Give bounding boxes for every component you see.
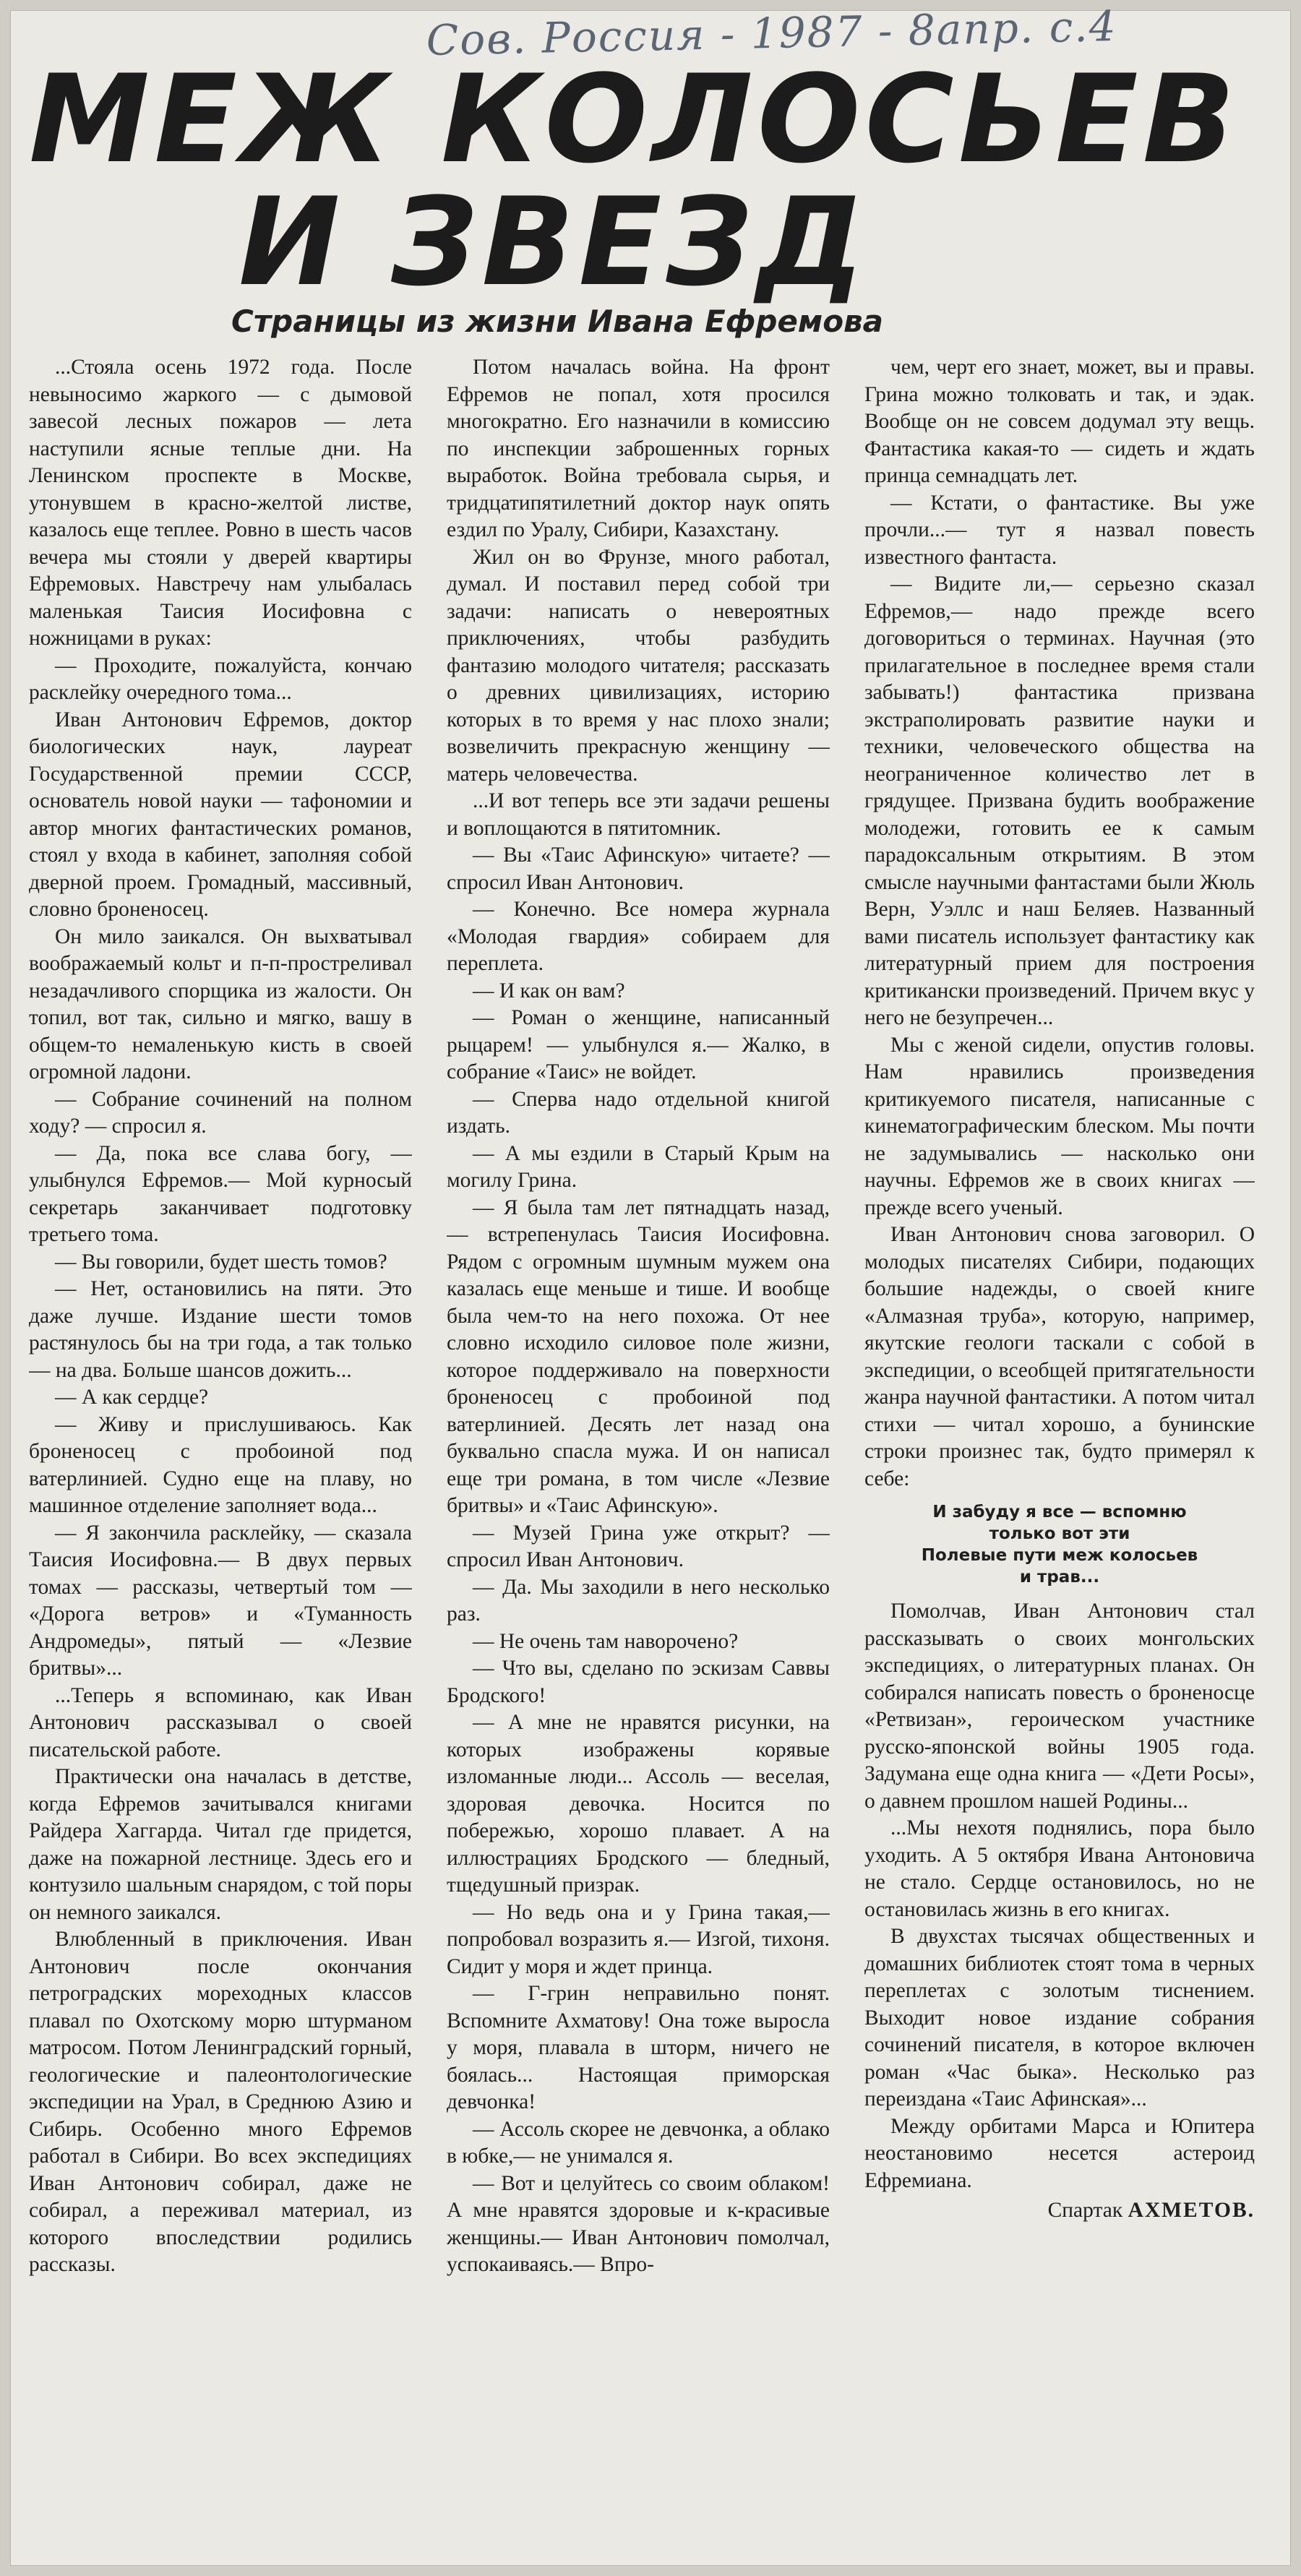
paragraph: — Кстати, о фантастике. Вы уже прочли...— тут я назвал повесть известного фантаста. [864,491,1255,569]
paragraph: — Что вы, сделано по эскизам Саввы Бродского! [447,1657,830,1707]
paragraph: Иван Антонович Ефремов, доктор биологических наук, лауреат Государственной премии СССР, основатель новой науки — тафономии и автор многих фантастических романов, стоял у входа в кабинет, заполняя собой дверной проем. Громадный, массивный, словно броненосец. [29,708,412,921]
paragraph: — Я закончила расклейку, — сказала Таисия Иосифовна.— В двух первых томах — рассказы, четвертый том — «Дорога ветров» и «Туманность Андромеды», пятый — «Лезвие бритвы»... [29,1521,412,1680]
paragraph: — И как он вам? [473,979,625,1003]
paragraph: — Проходите, пожалуйста, кончаю расклейку очередного тома... [29,653,412,704]
paragraph: — Сперва надо отдельной книгой издать. [447,1087,830,1138]
paragraph: — Музей Грина уже открыт? — спросил Иван Антонович. [447,1521,830,1571]
paragraph: — Г-грин неправильно понят. Вспомните Ахматову! Она тоже выросла у моря, плавала в шторм, ничего не боялась... Настоящая приморская девчонка! [447,1982,830,2113]
paragraph: ...Стояла осень 1972 года. После невыносимо жаркого — с дымовой завесой лесных пожаров — лета наступили ясные теплые дни. На Ленинском проспекте в Москве, утонувшем в красно-желтой листве, казалось еще теплее. Ровно в шесть часов вечера мы стояли у дверей квартиры Ефремовых. Навстречу нам улыбалась маленькая Таисия Иосифовна с ножницами в руках: [29,356,412,650]
paragraph: — Конечно. Все номера журнала «Молодая гвардия» собираем для переплета. [447,898,830,975]
paragraph: — Вы говорили, будет шесть томов? [55,1250,387,1274]
paragraph: Влюбленный в приключения. Иван Антонович после окончания петроградских мореходных классов плавал по Охотскому морю штурманом матросом. Потом Ленинградский горный, геологические и палеонтологические экспедиции на Урал, в Среднюю Азию и Сибирь. Особенно много Ефремов работал в Сибири. Во всех экспедициях Иван Антонович собирал, даже не собирал, а переживал материал, из которого впоследствии родились рассказы. [29,1928,412,2276]
paragraph: — Да, пока все слава богу, — улыбнулся Ефремов.— Мой курносый секретарь заканчивает подготовку третьего тома. [29,1141,412,1246]
paragraph: Мы с женой сидели, опустив головы. Нам нравились произведения критикуемого писателя, написанные с кинематографическим блеском. Мы почти не задумывались — насколько они научны. Ефремов же в своих книгах — прежде всего ученый. [864,1033,1255,1219]
paragraph: — А как сердце? [55,1386,209,1409]
paragraph: — Вот и целуйтесь со своим облаком! А мне нравятся здоровые и к-красивые женщины.— Иван Антонович помолчал, успокаиваясь.— Впро- [447,2171,830,2276]
article-column-3 [864,354,1255,2515]
paragraph: Потом началась война. На фронт Ефремов не попал, хотя просился многократно. Его назначили в комиссию по инспекции заброшенных горных выработок. Война требовала сырья, и тридцатипятилетний доктор наук опять ездил по Уралу, Сибири, Казахстану. [447,356,830,541]
poem-line: Полевые пути меж колосьев [921,1546,1198,1565]
headline-line-2: И ЗВЕЗД [239,171,870,313]
article-column-2 [447,354,830,2515]
paragraph: — Собрание сочинений на полном ходу? — спросил я. [29,1087,412,1138]
paragraph: Между орбитами Марса и Юпитера неостановимо несется астероид Ефремиана. [864,2114,1255,2192]
paragraph: Жил он во Фрунзе, много работал, думал. И поставил перед собой три задачи: написать о невероятных приключениях, чтобы разбудить фантазию молодого читателя; рассказать о древних цивилизациях, историю которых в то время у нас плохо знали; возвеличить прекрасную женщину — матерь человечества. [447,545,830,786]
paragraph: — А мне не нравятся рисунки, на которых изображены корявые изломанные люди... Ассоль — веселая, здоровая девочка. Носится по побережью, хорошо плавает. А на иллюстрациях Бродского — бледный, тщедушный призрак. [447,1711,830,1897]
paragraph: Практически она началась в детстве, когда Ефремов зачитывался книгами Райдера Хаггарда. Читал где придется, даже на пожарной лестнице. Здесь его и контузило шальным снарядом, с той поры он немного заикался. [29,1765,412,1924]
paragraph: — Живу и прислушиваюсь. Как броненосец с пробоиной под ватерлинией. Судно еще на плаву, но машинное отделение заполняет вода... [29,1412,412,1517]
poem-line: только вот эти [989,1524,1130,1543]
paragraph: — Да. Мы заходили в него несколько раз. [447,1575,830,1626]
paragraph: — Ассоль скорее не девчонка, а облако в юбке,— не унимался я. [447,2117,830,2168]
poem-line: И забуду я все — вспомню [932,1503,1187,1521]
paragraph: — Но ведь она и у Грина такая,— попробовал возразить я.— Изгой, тихоня. Сидит у моря и ждет принца. [447,1900,830,1978]
paragraph: Иван Антонович снова заговорил. О молодых писателях Сибири, подающих большие надежды, о своей книге «Алмазная труба», которую, например, якутские геологи таскали с собой в экспедиции, о всеобщей притягательности жанра научной фантастики. А потом читал стихи — читал хорошо, а бунинские строки произнес так, будто примерял к себе: [864,1223,1255,1490]
article-subtitle: Страницы из жизни Ивана Ефремова [231,304,883,339]
paragraph: — А мы ездили в Старый Крым на могилу Грина. [447,1141,830,1192]
handwritten-source-note: Сов. Россия - 1987 - 8апр. с.4 [426,1,1118,65]
paragraph: — Роман о женщине, написанный рыцарем! — улыбнулся я.— Жалко, в собрание «Таис» не войдет. [447,1006,830,1083]
paragraph: — Вы «Таис Афинскую» читаете? — спросил Иван Антонович. [447,843,830,894]
headline-line-1: МЕЖ КОЛОСЬЕВ [29,48,1240,190]
article-column-1 [29,354,412,2515]
author-last-name: АХМЕТОВ. [1128,2199,1255,2222]
author-first-name: Спартак [1047,2199,1123,2222]
author-signature [864,2197,1255,2225]
paragraph: — Видите ли,— серьезно сказал Ефремов,— надо прежде всего договориться о терминах. Научная (это прилагательное в последнее время стали забывать!) фантастика призвана экстраполировать развитие науки и техники, человеческого общества на неограниченное количество лет в грядущее. Призвана будить воображение молодежи, готовить ее к самым парадоксальным открытиям. В этом смысле научными фантастами были Жюль Верн, Уэллс и наш Беляев. Названный вами писатель использует фантастику как литературный прием для построения критикански произведений. Причем вкус у него не безупречен... [864,572,1255,1029]
bunin-poem-quote [864,1501,1255,1588]
paragraph: ...Теперь я вспоминаю, как Иван Антонович рассказывал о своей писательской работе. [29,1683,412,1761]
paragraph: В двухстах тысячах общественных и домашних библиотек стоят тома в черных переплетах с золотым тиснением. Выходит новое издание собрания сочинений писателя, в которое включен роман «Час быка». Несколько раз переиздана «Таис Афинская»... [864,1925,1255,2111]
paragraph: Он мило заикался. Он выхватывал воображаемый кольт и п-п-простреливал незадачливого спорщика из жалости. Он топил, вот так, сильно и мягко, вашу в общем-то немаленькую кисть в своей огромной ладони. [29,924,412,1083]
paragraph: ...Мы нехотя поднялись, пора было уходить. А 5 октября Ивана Антоновича не стало. Сердце остановилось, но не остановилась жизнь в его книгах. [864,1816,1255,1921]
paragraph: ...И вот теперь все эти задачи решены и воплощаются в пятитомник. [447,789,830,840]
paragraph: чем, черт его знает, может, вы и правы. Грина можно толковать и так, и эдак. Вообще он не совсем додумал эту вещь. Фантастика какая-то — сидеть и ждать принца семнадцать лет. [864,356,1255,487]
paragraph: — Нет, остановились на пяти. Это даже лучше. Издание шести томов растянулось бы на три года, а так только — на два. Больше шансов дожить... [29,1277,412,1382]
paragraph: Помолчав, Иван Антонович стал рассказывать о своих монгольских экспедициях, о литературных планах. Он собирался написать повесть о броненосце «Ретвизан», героическом участнике русско-японской войны 1905 года. Задумана еще одна книга — «Дети Росы», о давнем прошлом нашей Родины... [864,1600,1255,1813]
poem-line: и трав... [1019,1568,1100,1587]
paragraph: — Не очень там навороченo? [473,1629,739,1653]
paragraph: — Я была там лет пятнадцать назад, — встрепенулась Таисия Иосифовна. Рядом с огромным шумным мужем она казалась еще меньше и тише. И вообще была чем-то на него похожа. От нее словно исходило силовое поле жизни, которое поддерживало на поверхности броненосец с пробоиной под ватерлинией. Десять лет назад она буквально спасла мужа. И он написал еще три романа, в том числе «Лезвие бритвы» и «Таис Афинскую». [447,1195,830,1517]
